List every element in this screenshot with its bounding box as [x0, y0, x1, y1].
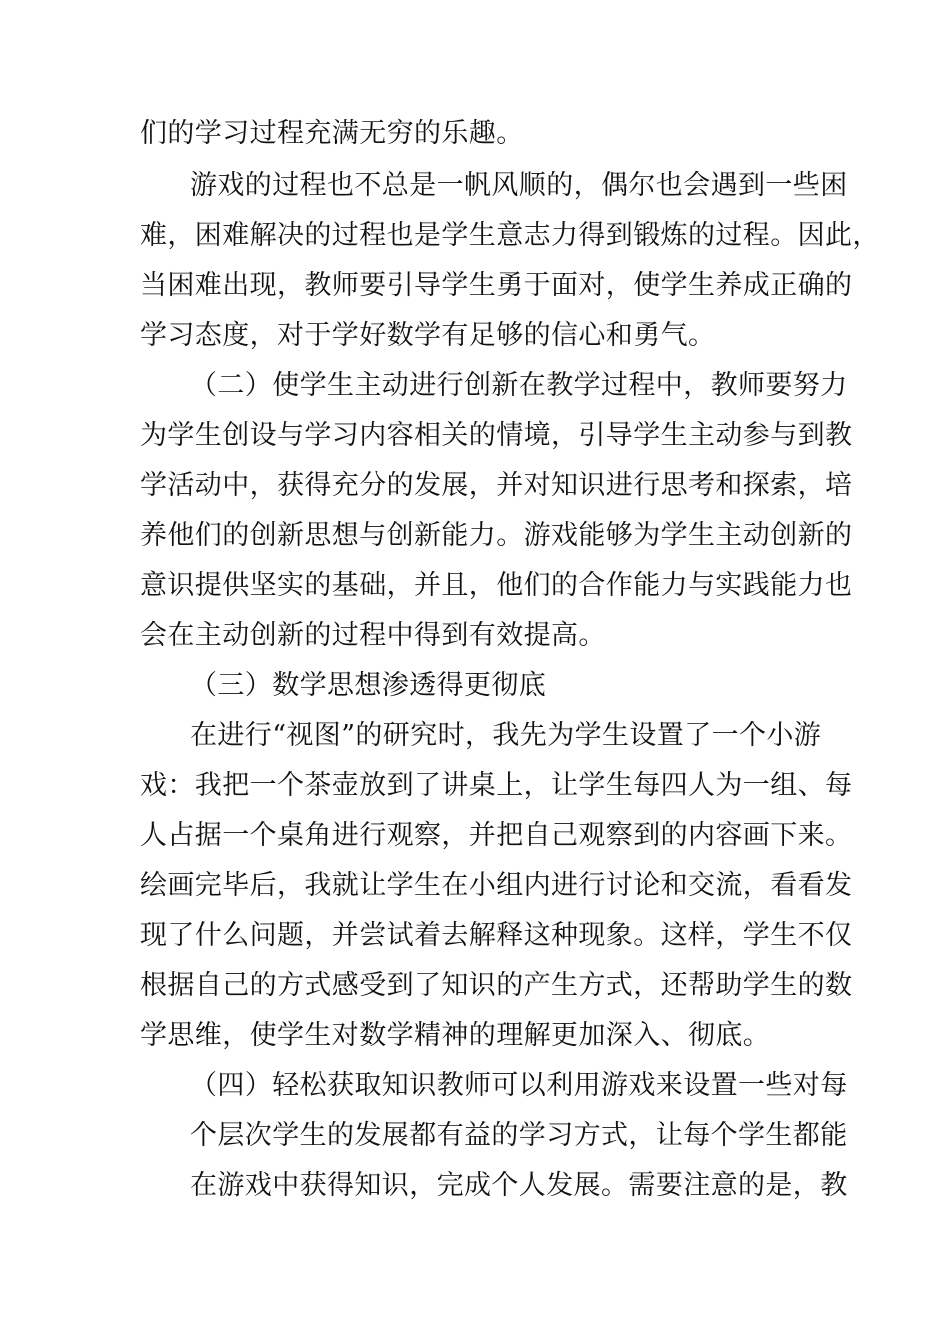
text-line: 戏：我把一个茶壶放到了讲桌上，让学生每四人为一组、每: [140, 770, 853, 801]
text-line: 当困难出现，教师要引导学生勇于面对，使学生养成正确的: [140, 270, 853, 301]
text-line: 难，困难解决的过程也是学生意志力得到锻炼的过程。因此，: [140, 220, 880, 251]
text-line: 在进行“视图”的研究时，我先为学生设置了一个小游: [190, 720, 822, 751]
text-line: 们的学习过程充满无穷的乐趣。: [140, 118, 524, 149]
section-heading-line: （二）使学生主动进行创新在教学过程中，教师要努力: [190, 370, 848, 401]
text-line: 在游戏中获得知识，完成个人发展。需要注意的是，教: [190, 1170, 848, 1201]
section-heading-line: （四）轻松获取知识教师可以利用游戏来设置一些对每: [190, 1070, 848, 1101]
text-line: 为学生创设与学习内容相关的情境，引导学生主动参与到教: [140, 420, 853, 451]
text-line: 根据自己的方式感受到了知识的产生方式，还帮助学生的数: [140, 970, 853, 1001]
text-line: 绘画完毕后，我就让学生在小组内进行讨论和交流，看看发: [140, 870, 853, 901]
text-line: 学活动中，获得充分的发展，并对知识进行思考和探索，培: [140, 470, 853, 501]
text-line: 学思维，使学生对数学精神的理解更加深入、彻底。: [140, 1020, 771, 1051]
text-line: 个层次学生的发展都有益的学习方式，让每个学生都能: [190, 1120, 848, 1151]
text-line: 现了什么问题，并尝试着去解释这种现象。这样，学生不仅: [140, 920, 853, 951]
section-heading-line: （三）数学思想渗透得更彻底: [190, 670, 547, 701]
text-line: 养他们的创新思想与创新能力。游戏能够为学生主动创新的: [140, 520, 853, 551]
text-line: 意识提供坚实的基础，并且，他们的合作能力与实践能力也: [140, 570, 853, 601]
text-line: 学习态度，对于学好数学有足够的信心和勇气。: [140, 320, 716, 351]
text-line: 会在主动创新的过程中得到有效提高。: [140, 620, 606, 651]
text-line: 游戏的过程也不总是一帆风顺的，偶尔也会遇到一些困: [190, 170, 848, 201]
text-line: 人占据一个桌角进行观察，并把自己观察到的内容画下来。: [140, 820, 853, 851]
